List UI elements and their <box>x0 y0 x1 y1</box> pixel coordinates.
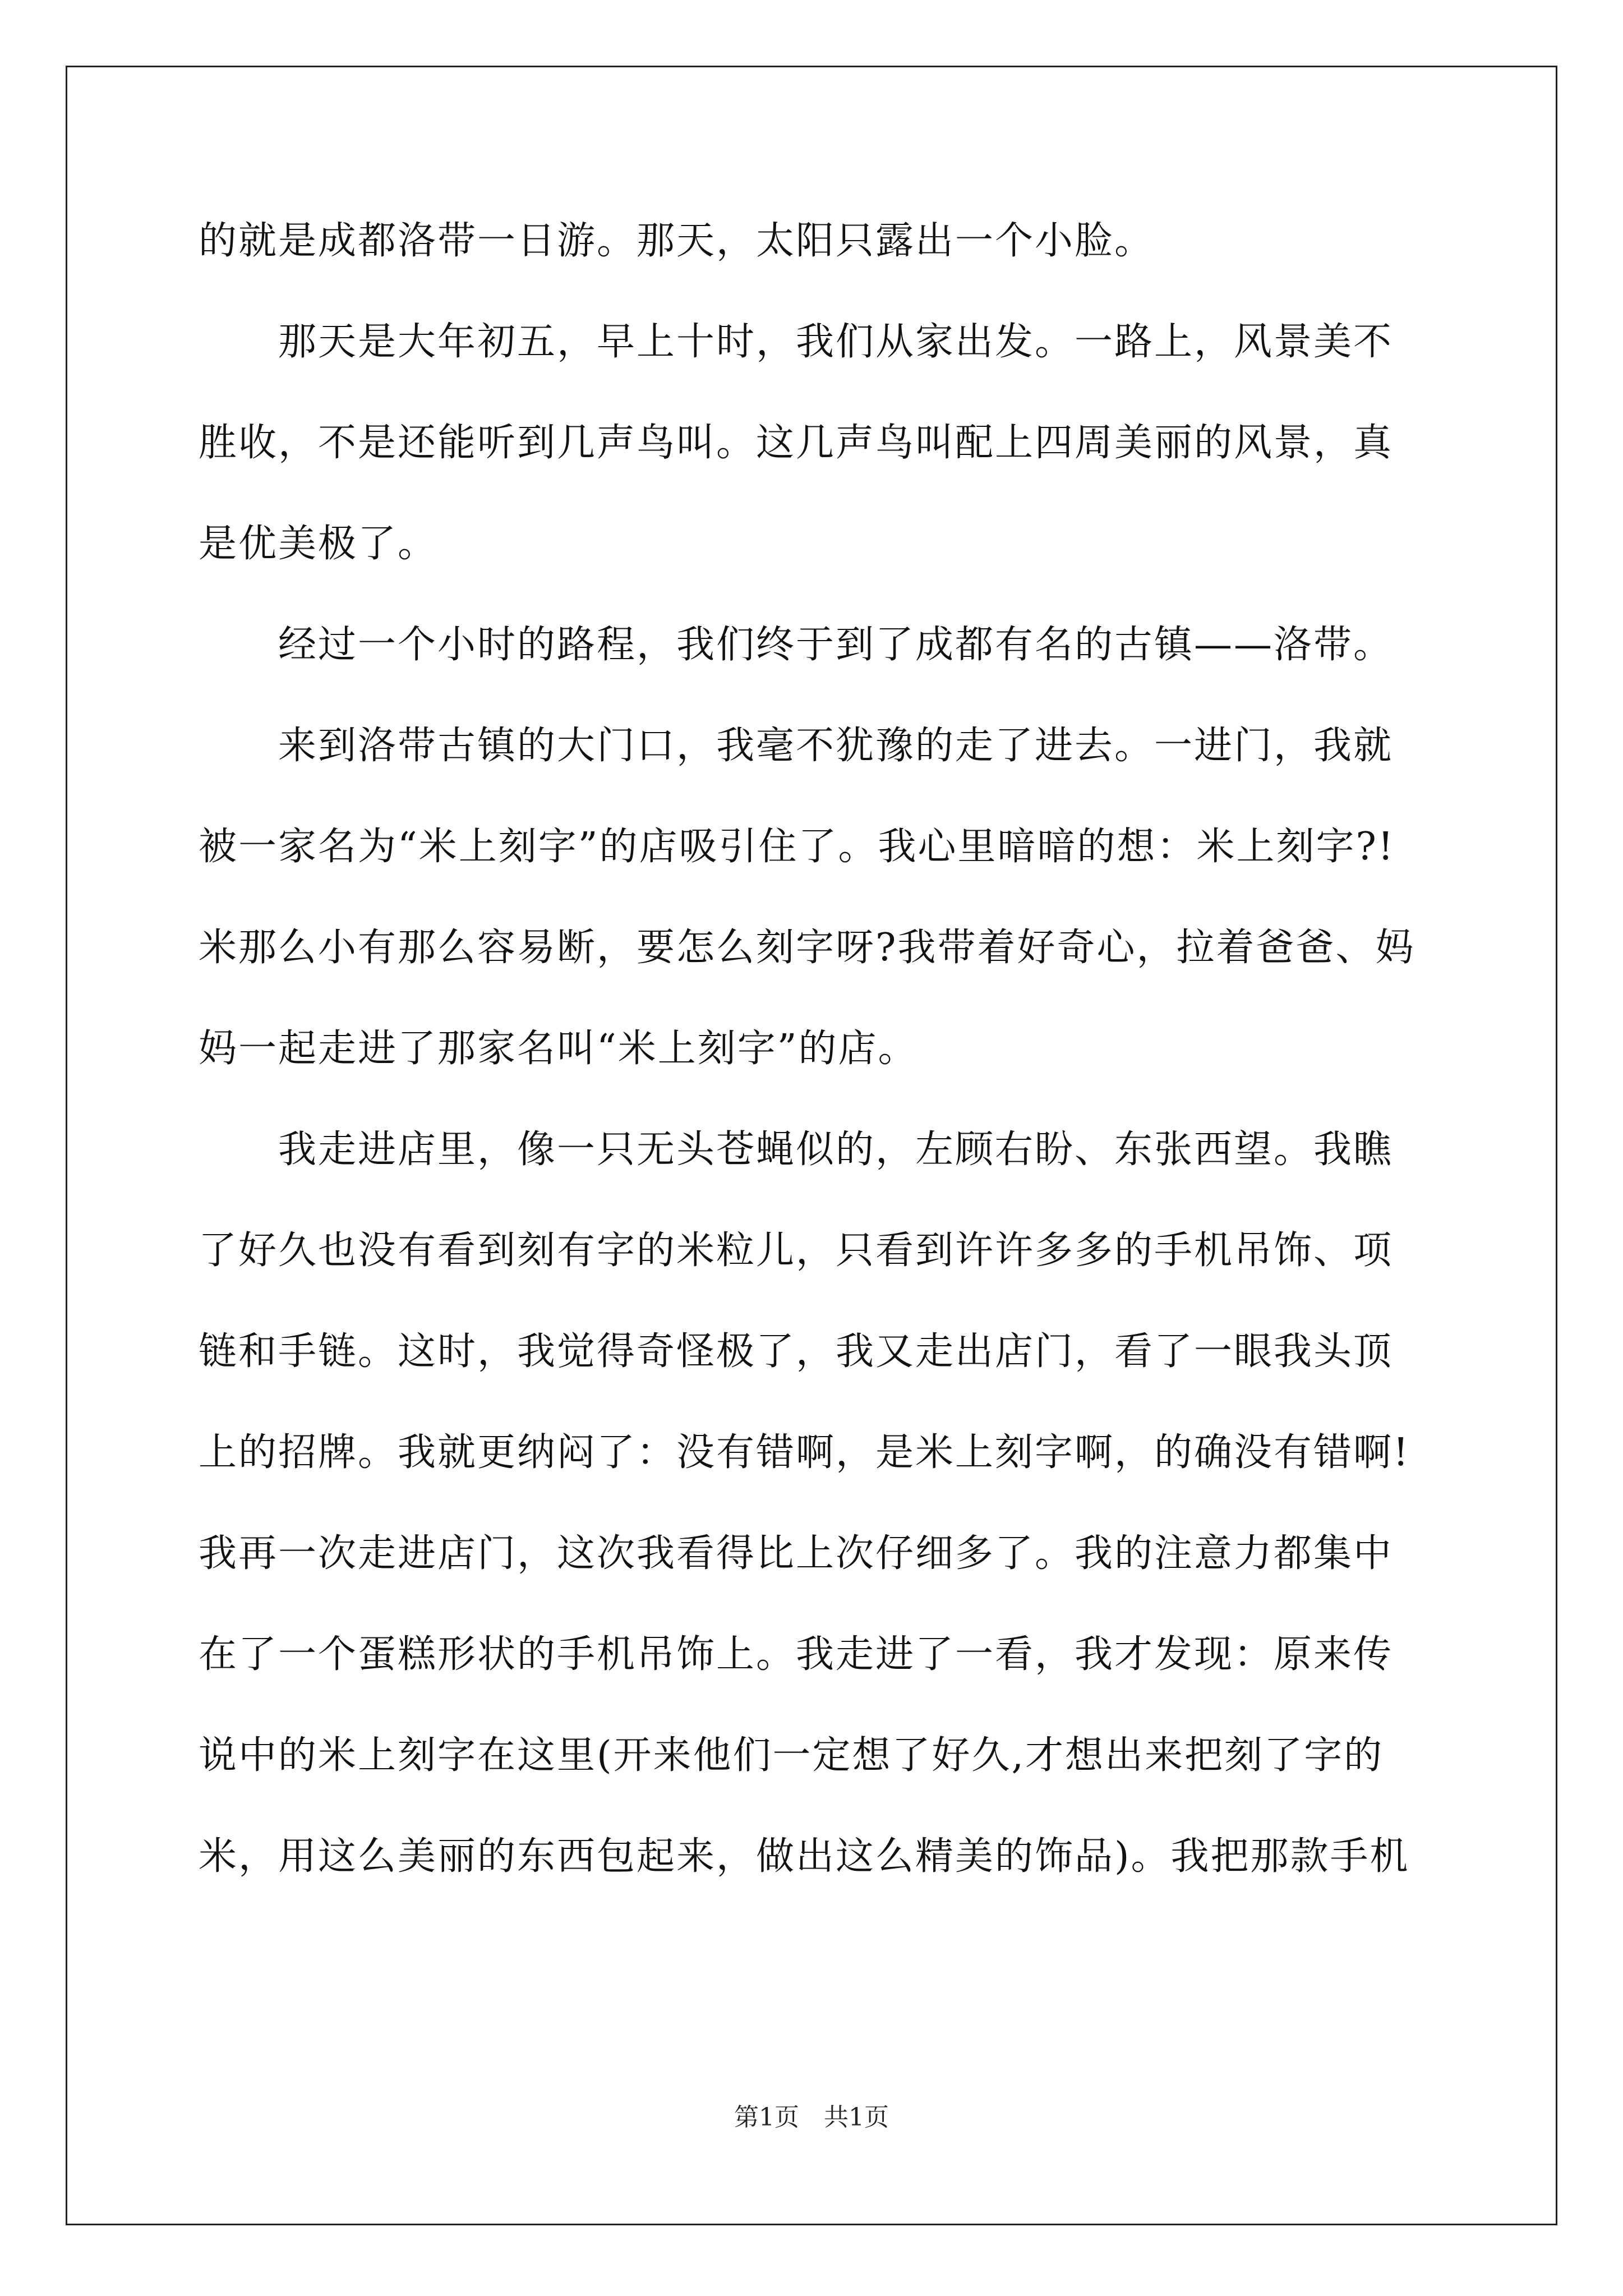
text-line: 胜收，不是还能听到几声鸟叫。这几声鸟叫配上四周美丽的风景，真 <box>199 421 1394 465</box>
text-line: 那天是大年初五，早上十时，我们从家出发。一路上，风景美不 <box>199 320 1394 364</box>
page-number-footer: 第1页 共1页 <box>734 2103 889 2132</box>
text-line: 链和手链。这时，我觉得奇怪极了，我又走出店门，看了一眼我头顶 <box>199 1329 1394 1374</box>
text-line: 是优美极了。 <box>199 522 438 566</box>
text-line: 的就是成都洛带一日游。那天，太阳只露出一个小脸。 <box>199 219 1155 263</box>
text-line: 我再一次走进店门，这次我看得比上次仔细多了。我的注意力都集中 <box>199 1531 1394 1576</box>
text-line: 来到洛带古镇的大门口，我毫不犹豫的走了进去。一进门，我就 <box>199 724 1394 768</box>
text-line: 经过一个小时的路程，我们终于到了成都有名的古镇——洛带。 <box>199 623 1394 667</box>
text-line: 在了一个蛋糕形状的手机吊饰上。我走进了一看，我才发现：原来传 <box>199 1632 1394 1677</box>
text-line: 我走进店里，像一只无头苍蝇似的，左顾右盼、东张西望。我瞧 <box>199 1128 1394 1172</box>
text-line: 了好久也没有看到刻有字的米粒儿，只看到许许多多的手机吊饰、项 <box>199 1228 1394 1273</box>
text-line: 米，用这么美丽的东西包起来，做出这么精美的饰品)。我把那款手机 <box>199 1834 1410 1879</box>
text-line: 被一家名为“米上刻字”的店吸引住了。我心里暗暗的想：米上刻字?! <box>199 825 1395 869</box>
text-line: 妈一起走进了那家名叫“米上刻字”的店。 <box>199 1027 918 1071</box>
text-line: 说中的米上刻字在这里(开来他们一定想了好久,才想出来把刻了字的 <box>199 1733 1384 1778</box>
text-line: 米那么小有那么容易断，要怎么刻字呀?我带着好奇心，拉着爸爸、妈 <box>199 926 1415 970</box>
text-line: 上的招牌。我就更纳闷了：没有错啊，是米上刻字啊，的确没有错啊! <box>199 1430 1410 1475</box>
